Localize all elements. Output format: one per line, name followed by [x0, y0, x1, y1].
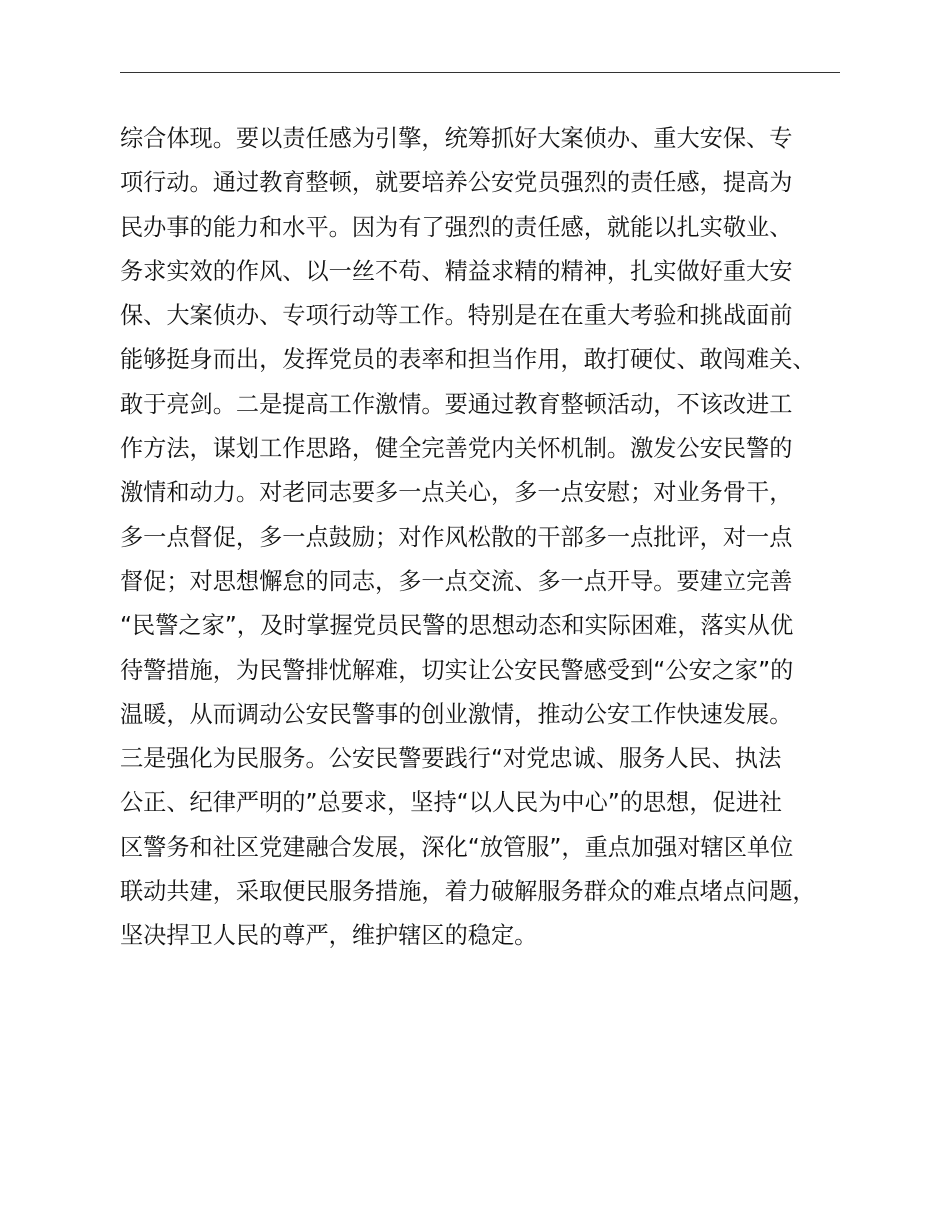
text-line: 务求实效的作风、以一丝不苟、精益求精的精神，扎实做好重大安 — [120, 257, 793, 285]
text-line: 激情和动力。对老同志要多一点关心，多一点安慰；对业务骨干， — [120, 479, 793, 507]
text-line: 综合体现。要以责任感为引擎，统筹抓好大案侦办、重大安保、专 — [120, 125, 793, 152]
text-line: 项行动。通过教育整顿，就要培养公安党员强烈的责任感，提高为 — [120, 169, 793, 197]
header-rule — [120, 72, 840, 73]
text-line: 三是强化为民服务。公安民警要践行“对党忠诚、服务人民、执法 — [120, 745, 782, 773]
text-line: 民办事的能力和水平。因为有了强烈的责任感，就能以扎实敬业、 — [120, 213, 793, 241]
text-line: 待警措施，为民警排忧解难，切实让公安民警感受到“公安之家”的 — [120, 656, 794, 684]
text-line: 公正、纪律严明的”总要求，坚持“以人民为中心”的思想，促进社 — [120, 789, 783, 817]
text-line: 坚决捍卫人民的尊严，维护辖区的稳定。 — [120, 922, 538, 950]
body-text — [120, 117, 880, 959]
text-line: 保、大案侦办、专项行动等工作。特别是在在重大考验和挑战面前 — [120, 302, 793, 330]
text-line: 多一点督促，多一点鼓励；对作风松散的干部多一点批评，对一点 — [120, 523, 793, 551]
text-line: 联动共建，采取便民服务措施，着力破解服务群众的难点堵点问题， — [120, 878, 816, 906]
text-line: 区警务和社区党建融合发展，深化“放管服”，重点加强对辖区单位 — [120, 833, 794, 861]
text-line: 敢于亮剑。二是提高工作激情。要通过教育整顿活动，不该改进工 — [120, 390, 793, 418]
text-line: 温暖，从而调动公安民警事的创业激情，推动公安工作快速发展。 — [120, 700, 793, 728]
text-line: 督促；对思想懈怠的同志，多一点交流、多一点开导。要建立完善 — [120, 567, 793, 595]
text-line: 作方法，谋划工作思路，健全完善党内关怀机制。激发公安民警的 — [120, 435, 793, 463]
text-line: 能够挺身而出，发挥党员的表率和担当作用，敢打硬仗、敢闯难关、 — [120, 346, 816, 374]
text-line: “民警之家”，及时掌握党员民警的思想动态和实际困难，落实从优 — [120, 612, 794, 640]
